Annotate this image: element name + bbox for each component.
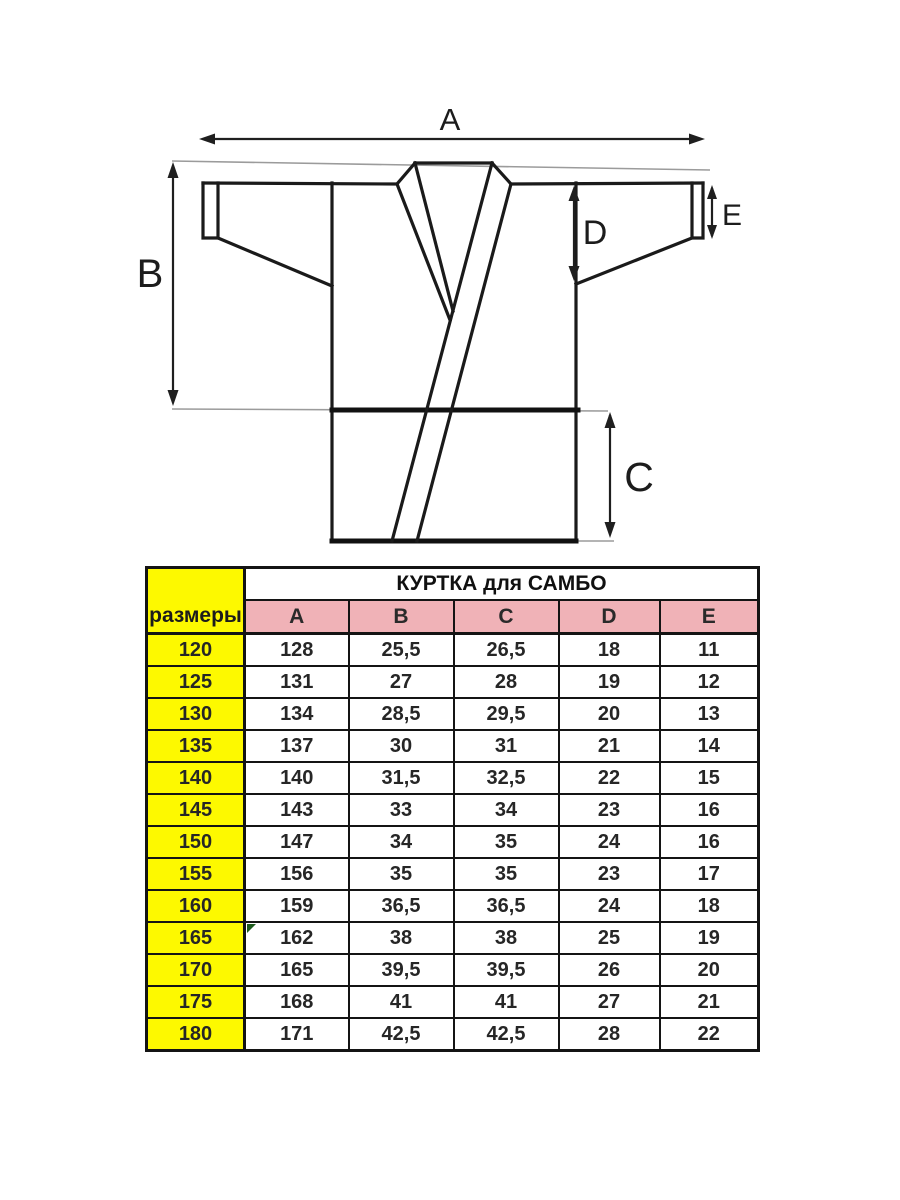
- table-row: [147, 762, 759, 794]
- left-lapel-inner-edge: [415, 163, 453, 311]
- value-cell: 31: [454, 730, 559, 762]
- value-cell: 36,5: [454, 890, 559, 922]
- value-cell: 41: [349, 986, 454, 1018]
- dim-label-d: D: [582, 214, 608, 252]
- value-cell-with-flag: 162: [245, 922, 349, 954]
- value-cell: 171: [245, 1018, 349, 1051]
- value-cell: 36,5: [349, 890, 454, 922]
- value-cell: 23: [559, 858, 660, 890]
- value-cell: 23: [559, 794, 660, 826]
- value-cell: 38: [454, 922, 559, 954]
- left-shoulder-line: [203, 183, 397, 184]
- size-cell: 145: [147, 794, 245, 826]
- left-cuff: [203, 183, 218, 238]
- table-row: [147, 794, 759, 826]
- value-cell: 137: [245, 730, 349, 762]
- value-cell: 134: [245, 698, 349, 730]
- dim-d-arrowhead-top: [569, 186, 580, 201]
- value-cell: 34: [454, 794, 559, 826]
- table-row: [147, 1018, 759, 1051]
- value-cell: 41: [454, 986, 559, 1018]
- value-cell: 147: [245, 826, 349, 858]
- value-cell: 20: [559, 698, 660, 730]
- dim-b-arrowhead-top: [168, 162, 179, 178]
- row-header-cell: размеры: [147, 568, 245, 634]
- size-cell: 160: [147, 890, 245, 922]
- value-cell: 27: [349, 666, 454, 698]
- value-cell: 18: [559, 634, 660, 667]
- dim-label-c: C: [624, 454, 654, 500]
- size-cell: 180: [147, 1018, 245, 1051]
- right-lapel-outer-edge: [392, 163, 492, 541]
- value-cell: 12: [660, 666, 759, 698]
- value-cell: 168: [245, 986, 349, 1018]
- value-cell: 24: [559, 890, 660, 922]
- value-cell: 131: [245, 666, 349, 698]
- size-cell: 120: [147, 634, 245, 667]
- right-cuff: [692, 183, 703, 238]
- column-header-d: D: [559, 600, 660, 634]
- dim-label-e: E: [721, 199, 743, 232]
- value-cell: 35: [349, 858, 454, 890]
- size-cell: 140: [147, 762, 245, 794]
- size-cell: 125: [147, 666, 245, 698]
- dim-c-arrowhead-bottom: [605, 522, 616, 538]
- column-header-c: C: [454, 600, 559, 634]
- value-cell: 18: [660, 890, 759, 922]
- table-title-cell: КУРТКА для САМБО: [245, 568, 759, 601]
- value-cell: 35: [454, 826, 559, 858]
- value-cell: 26,5: [454, 634, 559, 667]
- column-header-b: B: [349, 600, 454, 634]
- size-cell: 170: [147, 954, 245, 986]
- table-row: [147, 890, 759, 922]
- collar-left-bevel: [397, 163, 415, 184]
- column-header-a: A: [245, 600, 349, 634]
- value-cell: 35: [454, 858, 559, 890]
- value-cell: 42,5: [454, 1018, 559, 1051]
- size-cell: 165: [147, 922, 245, 954]
- table-row: [147, 698, 759, 730]
- dimension-arrow-e: [707, 185, 742, 239]
- table-row: [147, 954, 759, 986]
- size-cell: 150: [147, 826, 245, 858]
- dim-e-arrowhead-top: [707, 185, 717, 199]
- table-title-row: [147, 568, 759, 601]
- table-row: [147, 858, 759, 890]
- table-row: [147, 730, 759, 762]
- value-cell: 21: [559, 730, 660, 762]
- value-cell: 21: [660, 986, 759, 1018]
- right-lapel-inner-edge: [417, 184, 511, 541]
- dim-label-b: B: [136, 252, 164, 296]
- value-cell: 140: [245, 762, 349, 794]
- value-cell: 38: [349, 922, 454, 954]
- value-cell: 39,5: [454, 954, 559, 986]
- value-cell: 156: [245, 858, 349, 890]
- value-cell: 28: [559, 1018, 660, 1051]
- left-lapel-outer-edge: [397, 184, 450, 320]
- table-row: [147, 666, 759, 698]
- value-cell: 19: [660, 922, 759, 954]
- value-cell: 13: [660, 698, 759, 730]
- value-cell: 22: [559, 762, 660, 794]
- dim-e-arrowhead-bottom: [707, 225, 717, 239]
- dim-a-arrowhead-left: [199, 134, 215, 145]
- table-row: [147, 986, 759, 1018]
- value-cell: 17: [660, 858, 759, 890]
- dimension-arrow-a: [199, 102, 705, 145]
- value-cell: 16: [660, 826, 759, 858]
- dim-label-a: A: [439, 102, 461, 137]
- size-cell: 175: [147, 986, 245, 1018]
- value-cell: 29,5: [454, 698, 559, 730]
- value-cell: 33: [349, 794, 454, 826]
- dim-b-arrowhead-bottom: [168, 390, 179, 406]
- value-cell: 22: [660, 1018, 759, 1051]
- table-row: [147, 634, 759, 667]
- value-cell: 24: [559, 826, 660, 858]
- dimension-arrow-d: [569, 186, 608, 281]
- jacket-measurement-diagram: [0, 0, 900, 565]
- value-cell: 42,5: [349, 1018, 454, 1051]
- dim-d-arrowhead-bottom: [569, 266, 580, 281]
- dimension-arrow-c: [605, 412, 654, 538]
- value-cell: 30: [349, 730, 454, 762]
- table-row: [147, 922, 759, 954]
- column-header-e: E: [660, 600, 759, 634]
- value-cell: 25,5: [349, 634, 454, 667]
- dimension-arrow-b: [137, 162, 179, 406]
- value-cell: 143: [245, 794, 349, 826]
- value-cell: 16: [660, 794, 759, 826]
- right-shoulder-line: [511, 183, 703, 184]
- value-cell: 11: [660, 634, 759, 667]
- value-cell: 32,5: [454, 762, 559, 794]
- value-cell: 34: [349, 826, 454, 858]
- value-cell: 15: [660, 762, 759, 794]
- value-cell: 26: [559, 954, 660, 986]
- value-cell: 165: [245, 954, 349, 986]
- size-table: [145, 566, 760, 1052]
- value-cell: 25: [559, 922, 660, 954]
- size-cell: 135: [147, 730, 245, 762]
- dim-a-arrowhead-right: [689, 134, 705, 145]
- dim-c-arrowhead-top: [605, 412, 616, 428]
- table-row: [147, 826, 759, 858]
- value-cell: 20: [660, 954, 759, 986]
- left-sleeve-underside: [218, 238, 332, 286]
- size-cell: 155: [147, 858, 245, 890]
- size-cell: 130: [147, 698, 245, 730]
- value-cell: 27: [559, 986, 660, 1018]
- value-cell: 159: [245, 890, 349, 922]
- value-cell: 19: [559, 666, 660, 698]
- value-cell: 14: [660, 730, 759, 762]
- value-cell: 28,5: [349, 698, 454, 730]
- value-cell: 28: [454, 666, 559, 698]
- value-cell: 128: [245, 634, 349, 667]
- value-cell: 31,5: [349, 762, 454, 794]
- value-cell: 39,5: [349, 954, 454, 986]
